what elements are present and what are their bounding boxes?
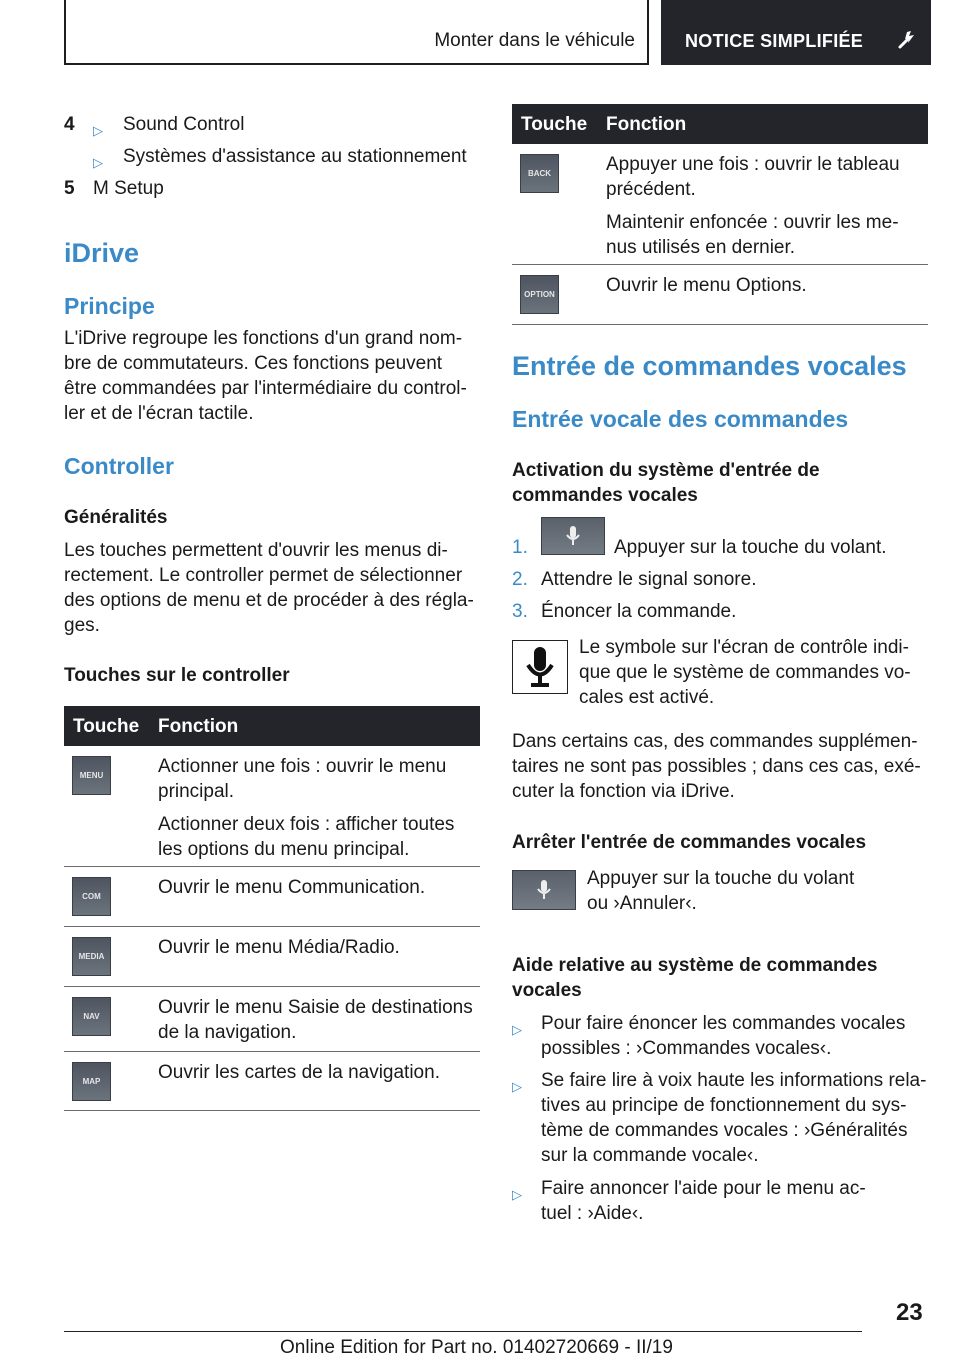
com-key-icon: COM bbox=[72, 877, 111, 916]
idrive-title: iDrive bbox=[64, 238, 140, 268]
table-row: OPTION Ouvrir le menu Options. bbox=[512, 265, 928, 325]
map-key-icon: MAP bbox=[72, 1062, 111, 1101]
stop-title: Arrêter l'entrée de commandes vocales bbox=[512, 832, 867, 853]
col-header-function: Fonction bbox=[158, 716, 239, 737]
help-bullet: Pour faire énoncer les commandes vocales possibles : ›Commandes vocales‹. bbox=[541, 1013, 906, 1059]
triangle-bullet-icon: ▷ bbox=[512, 1187, 522, 1202]
voice-active-symbol-icon bbox=[512, 640, 568, 694]
voice-title: Entrée de commandes vocales bbox=[512, 351, 907, 381]
microphone-icon bbox=[565, 525, 581, 547]
generalites-title: Généralités bbox=[64, 507, 168, 528]
col-header-key: Touche bbox=[73, 716, 140, 737]
table-row: COM Ouvrir le menu Communication. bbox=[64, 867, 480, 927]
list-item: Sound Control bbox=[123, 114, 245, 135]
step-number: 1. bbox=[512, 537, 528, 558]
nav-key-icon: NAV bbox=[72, 997, 111, 1036]
table-row: MENU Actionner une fois : ouvrir le menu principal. Actionner deux fois : afficher toutes les options du menu principal. bbox=[64, 746, 480, 867]
help-title: Aide relative au système de commandes vocales bbox=[512, 955, 878, 1001]
triangle-bullet-icon: ▷ bbox=[93, 155, 103, 170]
media-key-icon: MEDIA bbox=[72, 937, 111, 976]
principe-text: L'iDrive regroupe les fonctions d'un grand nom- bre de commutateurs. Ces fonctions peuvent être commandées par l'intermédiaire du control- ler et de l'écran tactile. bbox=[64, 328, 467, 424]
footer-edition: Online Edition for Part no. 01402720669 - II/19 bbox=[280, 1337, 673, 1358]
col-header-function: Fonction bbox=[606, 114, 687, 135]
col-header-key: Touche bbox=[521, 114, 588, 135]
steering-voice-button-icon bbox=[541, 517, 605, 555]
header-badge-title: NOTICE SIMPLIFIÉE bbox=[685, 31, 864, 51]
symbol-text: Le symbole sur l'écran de contrôle indi- que que le système de commandes vo- cales est activé. bbox=[579, 637, 911, 708]
triangle-bullet-icon: ▷ bbox=[512, 1079, 522, 1094]
voice-subtitle: Entrée vocale des commandes bbox=[512, 406, 849, 432]
step-number: 3. bbox=[512, 601, 528, 622]
controller-keys-table bbox=[64, 706, 480, 1111]
activation-title: Activation du système d'entrée de commandes vocales bbox=[512, 460, 820, 506]
principe-title: Principe bbox=[64, 293, 155, 319]
generalites-text: Les touches permettent d'ouvrir les menus di- rectement. Le controller permet de sélectionner des options de menu et de procéder à des régla- ges. bbox=[64, 540, 474, 636]
wrench-lightning-icon bbox=[897, 28, 919, 50]
option-key-icon: OPTION bbox=[520, 275, 559, 314]
help-bullet: Se faire lire à voix haute les informations rela- tives au principe de fonctionnement du sys- tème de commandes vocales : ›Généralités sur la commande vocale‹. bbox=[541, 1070, 927, 1166]
table-row: MAP Ouvrir les cartes de la navigation. bbox=[64, 1052, 480, 1111]
table-row: MEDIA Ouvrir le menu Média/Radio. bbox=[64, 927, 480, 987]
step-text: Attendre le signal sonore. bbox=[541, 569, 757, 590]
step-number: 2. bbox=[512, 569, 528, 590]
header-section-box bbox=[64, 0, 649, 65]
table-header bbox=[512, 104, 928, 144]
back-option-keys-table bbox=[512, 104, 928, 325]
header-section-title: Monter dans le véhicule bbox=[434, 30, 635, 51]
list-number-5: 5 bbox=[64, 178, 75, 199]
steering-voice-button-icon bbox=[512, 870, 576, 910]
microphone-icon bbox=[536, 879, 552, 901]
page-number: 23 bbox=[896, 1299, 923, 1326]
table-row: BACK Appuyer une fois : ouvrir le tableau précédent. Maintenir enfoncée : ouvrir les me- nus utilisés en dernier. bbox=[512, 144, 928, 265]
footer-divider bbox=[64, 1331, 862, 1332]
back-key-icon: BACK bbox=[520, 154, 559, 193]
header-badge bbox=[661, 0, 931, 65]
triangle-bullet-icon: ▷ bbox=[512, 1022, 522, 1037]
menu-key-icon: MENU bbox=[72, 756, 111, 795]
triangle-bullet-icon: ▷ bbox=[93, 123, 103, 138]
help-bullet: Faire annoncer l'aide pour le menu ac- tuel : ›Aide‹. bbox=[541, 1178, 866, 1224]
list-item: Systèmes d'assistance au stationnement bbox=[123, 146, 467, 167]
step-text: Appuyer sur la touche du volant. bbox=[614, 537, 887, 558]
table-row: NAV Ouvrir le menu Saisie de destinations de la navigation. bbox=[64, 987, 480, 1052]
step-text: Énoncer la commande. bbox=[541, 601, 737, 622]
note-text: Dans certains cas, des commandes supplémen- taires ne sont pas possibles ; dans ces cas, exé- cuter la fonction via iDrive. bbox=[512, 731, 921, 802]
microphone-icon bbox=[525, 646, 555, 688]
stop-text: Appuyer sur la touche du volant ou ›Annuler‹. bbox=[587, 868, 855, 914]
controller-title: Controller bbox=[64, 453, 174, 479]
list-item: M Setup bbox=[93, 178, 164, 199]
touches-title: Touches sur le controller bbox=[64, 665, 290, 686]
list-number-4: 4 bbox=[64, 114, 75, 135]
table-header bbox=[64, 706, 480, 746]
